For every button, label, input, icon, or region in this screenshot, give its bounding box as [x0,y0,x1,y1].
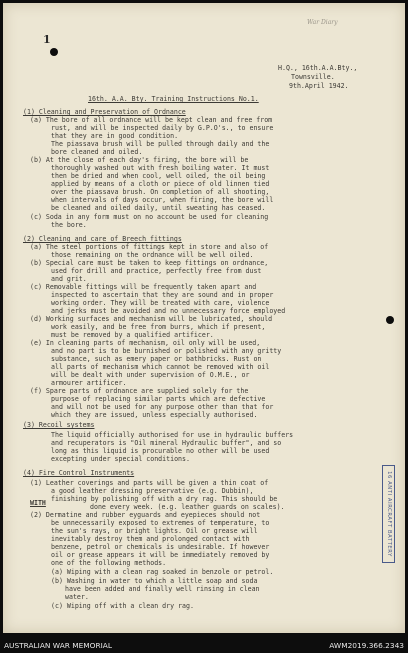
method-a: (a) Wiping with a clean rag soaked in benzole or petrol. [51,568,274,576]
footer-institution: AUSTRALIAN WAR MEMORIAL [4,641,112,650]
header-location: Townsville. [291,73,335,81]
section-2-heading: (2) Cleaning and care of Breech fittings [23,235,182,243]
archive-footer [0,638,408,653]
section-3-heading: (3) Recoil systems [23,421,95,429]
header-unit: H.Q., 16th.A.A.Bty., [278,64,358,72]
header-date: 9th.April 1942. [289,82,349,90]
margin-mark: 1 [43,33,51,46]
punch-hole-right [386,316,394,324]
battery-stamp: 16 ANTI AIRCRAFT BATTERY [382,465,395,563]
pencil-note: War Diary [307,19,338,26]
stamp-word: WITH [30,499,46,507]
section-1-heading: (1) Cleaning and Preservation of Ordnance [23,108,186,116]
document-page: War Diary 1 H.Q., 16th.A.A.Bty., Townsville. 9th.April 1942. 16th. A.A. Bty. Training Instructions No.1. (1) Cleaning and Preservation of Ordnance (a) The bore of all ordnance will be kept clean and free from rust, and will be inspected daily by G.P.O's., to ensure that they are in good condition. The piassava brush will be pulled through daily and the bore cleaned and oiled. (b) At the close of each day's firing, the bore will be thoroughly washed out with fresh boiling water. It must then be dried and when cool, well oiled, the oil being applied by means of a cloth or piece of old linnen tied over the piassava brush. On completion of all shooting, when intervals of days occur, when firing, the bore will be cleaned and oiled daily, until sweating has ceased. (c) Soda in any form must on no account be used for cleaning the bore. (2) Cleaning and care of Breech fittings (a) The steel portions of fittings kept in store and also of those remaining on the ordnance will be well oiled. (b) Special care must be taken to keep fittings on ordnance, used for drill and practice, perfectly free from dust and grit. (c) Removable fittings will be frequently taken apart and inspected to ascertain that they are sound and in proper working order. They will be treated with care, violence and jerks must be avoided and no unnecessary force employed (d) Working surfaces and mechanism will be lubricated, should work easily, and be free from burrs, which if present, must be removed by a qualified artificer. (e) In cleaning parts of mechanism, oil only will be used, and no part is to be burnished or polished with any gritty substance, such as emery paper or bathbricks. Rust on all parts of mechanism which cannot be removed with oil will be dealt with under supervision of O.M.E., or armourer artificer. (f) Spare parts of ordnance are supplied solely for the purpose of replacing similar parts which are defective and will not be used for any purpose other than that for which they are issued, unless especially authorised. (3) Recoil systems The liquid officially authorised for use in hydraulic buffers and recuperators is "Oil mineral Hydraulic buffer", and so long as this liquid is procurable no other will be used excepting under special conditions. (4) Fire Control Instruments (1) Leather coverings and parts will be given a thin coat of a good leather dressing preservative (e.g. Dubbin), finishing by polishing off with a dry rag. This should be done every week. (e.g. leather guards on scales). WITH (2) Dermatine and rubber eyguards and eyepieces should not be unnecessarily exposed to extremes of temperature, to the sun's rays, or bright lights. Oil or grease will inevitably destroy them and prolonged contact with benzene, petrol or chemicals is undesirable. If however oil or grease appears it will be immediately removed by one of the following methods. (a) Wiping with a clean rag soaked in benzole or petrol. (b) Washing in water to which a little soap and soda have been added and finally well rinsing in clean water. (c) Wiping off with a clean dry rag. 16 ANTI AIRCRAFT BATTERY [3,3,405,633]
method-c: (c) Wiping off with a clean dry rag. [51,602,194,610]
punch-hole-top [50,48,58,56]
footer-accession-number: AWM2019.366.2343 [329,641,404,650]
section-4-heading: (4) Fire Control Instruments [23,469,135,477]
document-title: 16th. A.A. Bty. Training Instructions No.1. [88,95,259,103]
